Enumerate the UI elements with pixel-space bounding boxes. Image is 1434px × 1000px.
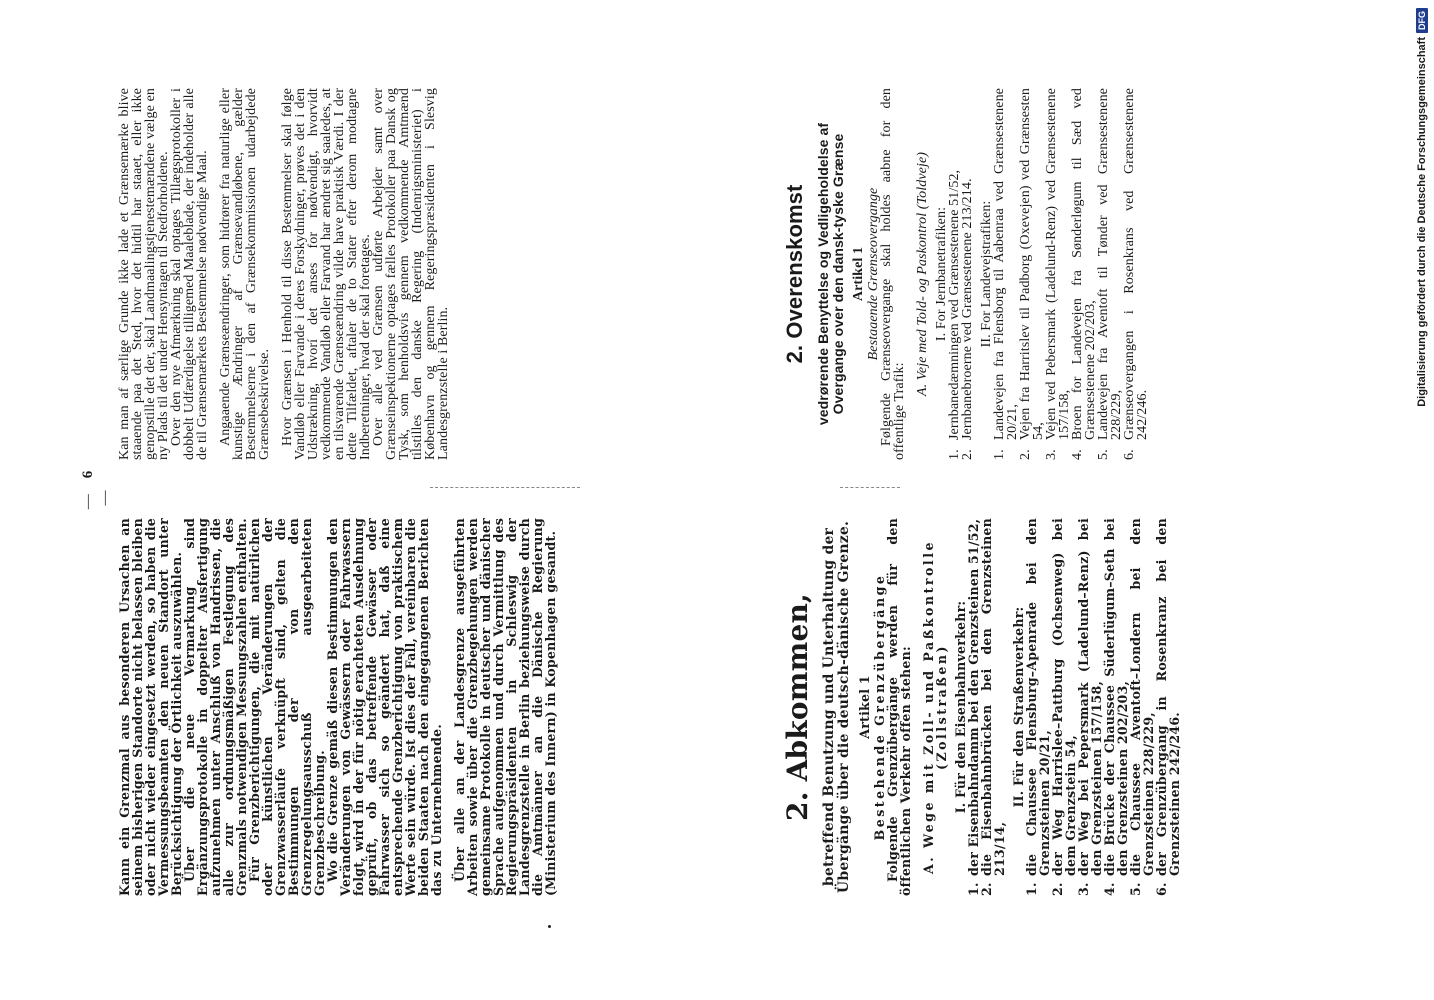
danish-agreement-heading: 2. Overenskomst: [782, 184, 807, 364]
print-speck: [548, 925, 551, 928]
german-intro: Folgende Grenzübergänge werden für den öffentlichen Verkehr offen stehen:: [885, 518, 913, 896]
list-item: 2. die Eisenbahnbrücken bei den Grenzsteinen 213/14,: [979, 518, 1007, 896]
list-item: 1. Landevejen fra Flensborg til Aabenraa ved Grænsestenene 20/21,: [992, 88, 1020, 460]
german-subsection-a: A. Wege mit Zoll- und Paßkontrolle (Zollstraßen): [921, 539, 949, 875]
danish-road-list: [993, 88, 1149, 460]
german-agreement-heading: 2. Abkommen,: [781, 593, 814, 821]
danish-paragraph: Hvor Grænsen i Henhold til disse Bestemmelser skal følge Vandløb eller Farvande i deres Forskydninger, prøves det i den Udstrækning, hvorí det anses for nødvendigt, hvorvidt vedkommende Vandløb eller Farvand har ændret sig saaledes, at en tilsvarende Grænseændring vilde have praktisk Værdi. I der dette Tilfældet, aftaler de to Stater efter derom modtagne Indberetninger, hvad der skal foretages.: [280, 88, 373, 460]
digitization-notice-text: Digitalisierung gefördert durch die Deutsche Forschungsgemeinschaft: [1416, 37, 1428, 407]
page-number-line: [80, 468, 114, 528]
list-item: 3. Vejen ved Pebersmark (Ladelund-Renz) ved Grænsestenene 157/158,: [1044, 88, 1072, 460]
list-item: 2. der Weg Harrislee–Pattburg (Ochsenweg) bei dem Grenzstein 54,: [1050, 518, 1078, 896]
german-upper-column: [118, 518, 557, 896]
page-dash-right: —: [97, 490, 113, 506]
danish-article-title: Artikel 1: [851, 246, 866, 302]
german-agreement-column: [782, 518, 1181, 896]
danish-group-rail: I. For Jernbanetrafiken:: [934, 206, 949, 342]
column-divider: [430, 487, 580, 488]
list-item: 3. der Weg bei Pepersmark (Ladelund–Renz) bei den Grenzsteinen 157/158,: [1076, 518, 1104, 896]
list-item: 2. Vejen fra Harritslev til Padborg (Oxevejen) ved Grænsesten 54,: [1018, 88, 1046, 460]
list-item: 1. Jernbanedæmningen ved Grænsestenene 51/52,: [947, 169, 962, 460]
german-group-road: II. Für den Straßenverkehr:: [1011, 606, 1026, 808]
german-paragraph: Kann ein Grenzmal aus besonderen Ursachen an seinem bisherigen Standorte nicht belassen bleiben oder nicht wieder eingesetzt werden, so haben die Vermessungsbeamten den neuen Standort unter Berücksichtigung der Örtlichkeit auszuwählen.: [117, 518, 184, 896]
dfg-logo: DFG: [1416, 8, 1428, 33]
danish-paragraph: Over alle ved Grænsen udførte Arbejder samt over Grænseinspektionerne optages fælles Protokoller paa Dansk og Tysk, som henholdsvis gennem vedkommende Amtmænd tilstilles den danske Regering (Indenrigsministeriet) i København og gennem Regeringspræsidenten i Slesvig Landesgrenzstelle i Berlin.: [371, 88, 451, 460]
danish-group-road: II. For Landevejstrafiken:: [979, 200, 994, 348]
digitization-notice: [1410, 8, 1430, 407]
danish-upper-column: [118, 88, 450, 460]
danish-agreement-subtitle: vedrørende Benyttelse og Vedligeholdelse af Overgange over den dansk-tyske Grænse: [815, 122, 846, 426]
list-item: 1. der Eisenbahndamm bei den Grenzsteinen 51/52,: [966, 518, 981, 896]
german-article-title: Artikel 1: [857, 675, 872, 739]
danish-section-title: Bestaaende Grænseovergange: [866, 187, 881, 361]
danish-rail-list: [948, 88, 974, 460]
page-number: 6: [80, 470, 96, 479]
german-paragraph: Über alle an der Landesgrenze ausgeführten Arbeiten sowie über die Grenzbegehungen werden gemeinsame Protokolle in deutscher und dänischer Sprache aufgenommen und durch Vermittlung des Regierungspräsidenten in Schleswig der Landesgrenzstelle in Berlin beziehungsweise durch die Amtmänner an die Dänische Regierung (Ministerium des Innern) in Kopenhagen gesandt.: [452, 518, 558, 896]
danish-paragraph: Kan man af særlige Grunde ikke lade et Grænsemærke blive staaende paa det Sted, hvor det hidtil har staaet, eller ikke genopstille det der, skal Landmaalingstjenestemændene vælge en ny Plads til det under Hensyntagen til Stedforholdene.: [117, 88, 171, 460]
list-item: 5. die Chaussee Aventoft–Londern bei den Grenzsteinen 228/229,: [1128, 518, 1156, 896]
german-section-title: Bestehende Grenzübergänge: [872, 573, 887, 841]
danish-paragraph: Over den nye Afmærkning skal optages Tillægsprotokoller i dobbelt Udfærdigelse tilligemed Maaleblade, der indeholder alle de til Grænsemærkets Bestemmelse nødvendige Maal.: [169, 88, 210, 460]
danish-paragraph: Angaaende Grænseændringer, som hidrører fra naturlige eller kunstige Ændringer af Grænsevandløbene, gælder Bestemmelserne i den af Grænsekommissionen udarbejdede Grænsebeskrivelse.: [218, 88, 272, 460]
list-item: 6. Grænseovergangen i Rosenkrans ved Grænsestenene 242/246.: [1122, 88, 1150, 460]
danish-subsection-a: A. Veje med Told- og Paskontrol (Toldveje): [915, 151, 930, 397]
german-agreement-subtitle: betreffend Benutzung und Unterhaltung der Übergänge über die deutsch-dänische Grenze.: [821, 520, 852, 894]
german-paragraph: Für Grenzberichtigungen, die mit natürlichen oder künstlichen Veränderungen der Grenzwasserläufe verknüpft sind, gelten die Bestimmungen der von den Grenzregelungsausschuß ausgearbeiteten Grenzbeschreibung.: [247, 518, 327, 896]
german-group-rail: I. Für den Eisenbahnverkehr:: [953, 600, 968, 814]
list-item: 4. die Brücke der Chaussee Süderlügum–Seth bei den Grenzsteinen 202/203,: [1102, 518, 1130, 896]
column-divider: [840, 487, 900, 488]
page-dash-left: —: [80, 494, 96, 510]
german-rail-list: [967, 518, 1006, 896]
list-item: 4. Broen for Landevejen fra Sønderløgum til Sæd ved Grænsestenene 202/203,: [1070, 88, 1098, 460]
danish-agreement-column: [782, 88, 1149, 460]
list-item: 2. Jernbanebroerne ved Grænsestenene 213/214.: [960, 178, 975, 460]
list-item: 5. Landevejen fra Aventoft til Tønder ved Grænsestenene 228/229,: [1096, 88, 1124, 460]
danish-intro: Følgende Grænseovergange skal holdes aabne for den offentlige Trafik:: [879, 88, 907, 460]
list-item: 1. die Chaussee Flensburg–Apenrade bei den Grenzsteinen 20/21,: [1024, 518, 1052, 896]
german-road-list: [1025, 518, 1181, 896]
list-item: 6. der Grenzübergang in Rosenkranz bei den Grenzsteinen 242/246.: [1154, 518, 1182, 896]
german-paragraph: Wo die Grenze gemäß diesen Bestimmungen den Veränderungen von Gewässern oder Fahrwassern folgt, wird in der für nötig erachteten Ausdehnung geprüft, ob das betreffende Gewässer oder Fahrwasser sich so geändert hat, daß eine entsprechende Grenzberichtigung von praktischem Werte sein würde. Ist dies der Fall, vereinbaren die beiden Staaten nach den eingegangenen Berichten das zu Unternehmende.: [325, 518, 444, 896]
german-paragraph: Über die neue Vermarkung sind Ergänzungsprotokolle in doppelter Ausfertigung aufzunehmen unter Anschluß von Handrissen, die alle zur ordnungsmäßigen Festlegung des Grenzmals notwendigen Messungszahlen enthalten.: [182, 518, 249, 896]
